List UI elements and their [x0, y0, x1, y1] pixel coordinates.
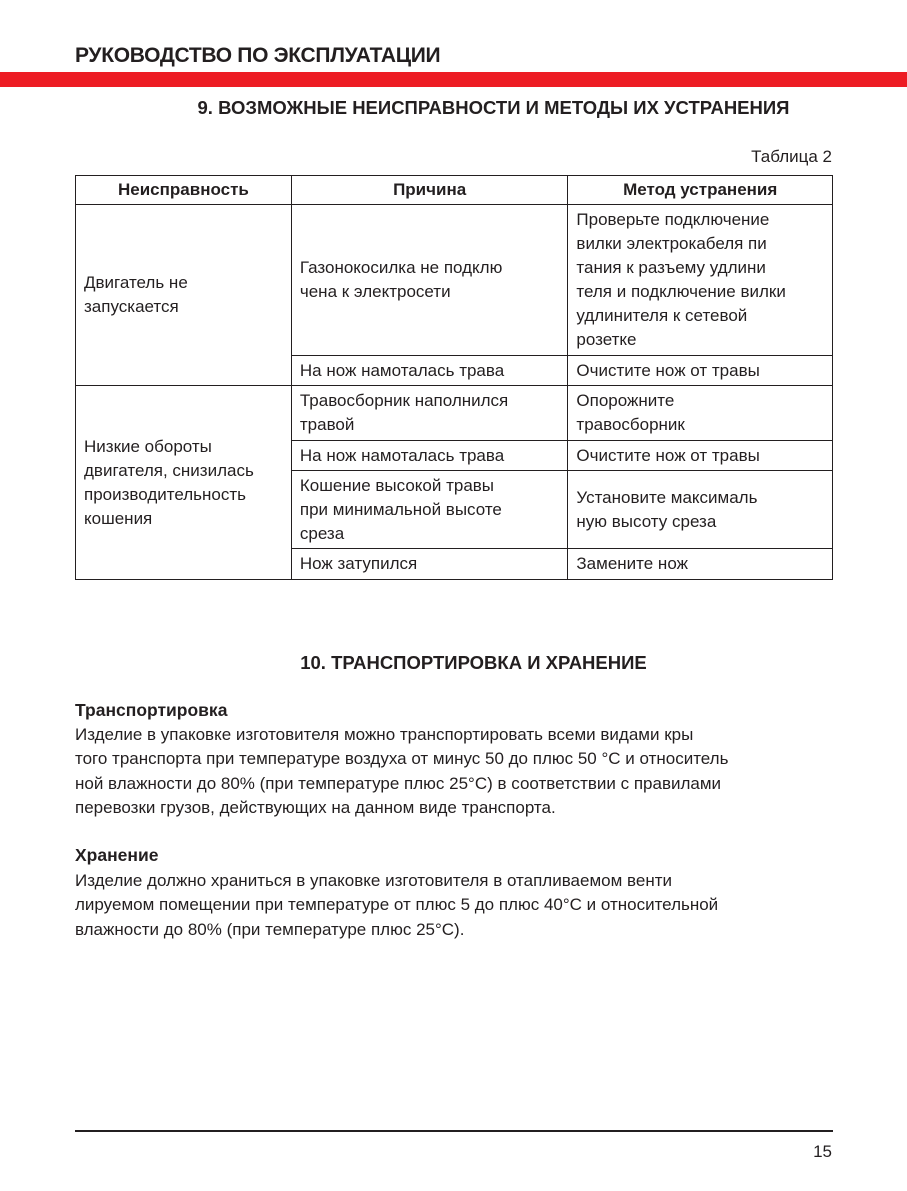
cause-cell: На нож намоталась трава — [291, 441, 568, 471]
cause-cell: Кошение высокой травы при минимальной высоте среза — [291, 471, 568, 549]
table-row — [76, 386, 833, 441]
cause-cell: Травосборник наполнился травой — [291, 386, 568, 441]
cause-cell: Нож затупился — [291, 549, 568, 580]
cause-cell: Газонокосилка не подклю чена к электросети — [291, 205, 568, 356]
fix-cell: Замените нож — [568, 549, 833, 580]
header-red-bar — [0, 72, 907, 87]
storage-heading: Хранение — [75, 845, 159, 865]
fault-cell: Двигатель не запускается — [76, 205, 292, 386]
section-10-title: 10. ТРАНСПОРТИРОВКА И ХРАНЕНИЕ — [300, 652, 647, 673]
transport-paragraph: Изделие в упаковке изготовителя можно транспортировать всеми видами кры того транспорта при температуре воздуха от минус 50 до плюс 50 °С и относитель ной влажности до 80% (при температуре плюс 25°С) в соответствии с правилами перевозки грузов, действующих на данном виде транспорта. — [75, 725, 729, 817]
fix-cell: Установите максималь ную высоту среза — [568, 471, 833, 549]
transport-heading: Транспортировка — [75, 700, 228, 720]
table-label: Таблица 2 — [751, 147, 832, 166]
column-header: Метод устранения — [568, 176, 833, 205]
fix-cell: Очистите нож от травы — [568, 356, 833, 386]
fault-cell: Низкие обороты двигателя, снизилась производительность кошения — [76, 386, 292, 580]
cause-cell: На нож намоталась трава — [291, 356, 568, 386]
storage-paragraph: Изделие должно храниться в упаковке изготовителя в отапливаемом венти лируемом помещении при температуре от плюс 5 до плюс 40°С и относительной влажности до 80% (при температуре плюс 25°С). — [75, 871, 719, 939]
table-row — [76, 205, 833, 356]
troubleshooting-table — [75, 175, 833, 580]
column-header: Неисправность — [76, 176, 292, 205]
fix-cell: Очистите нож от травы — [568, 441, 833, 471]
page-number: 15 — [813, 1142, 832, 1161]
footer-divider — [75, 1130, 833, 1132]
manual-header-title: РУКОВОДСТВО ПО ЭКСПЛУАТАЦИИ — [75, 44, 441, 67]
fix-cell: Проверьте подключение вилки электрокабеля пи тания к разъему удлини теля и подключение вилки удлинителя к сетевой розетке — [568, 205, 833, 356]
section-9-title: 9. ВОЗМОЖНЫЕ НЕИСПРАВНОСТИ И МЕТОДЫ ИХ УСТРАНЕНИЯ — [197, 97, 790, 118]
table-header-row — [76, 176, 833, 205]
column-header: Причина — [291, 176, 568, 205]
fix-cell: Опорожните травосборник — [568, 386, 833, 441]
